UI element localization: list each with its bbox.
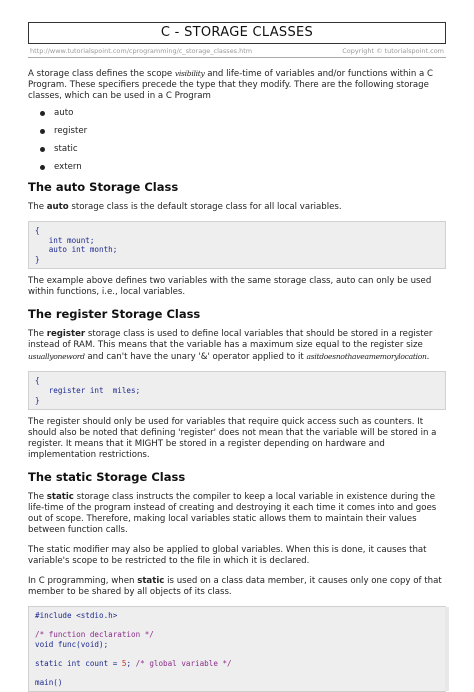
page-meta [28,47,446,55]
static-heading: The static Storage Class [28,470,186,485]
static-code-block: #include <stdio.h> /* function declaration */ void func(void); static int count = 5; /* global variable */ main() [28,606,446,692]
page-title: C - STORAGE CLASSES [28,22,446,44]
register-explanation: The register should only be used for variables that require quick access such as counters. It should also be noted that defining 'register' does not mean that the variable will be stored in a register. It means that it MIGHT be stored in a register depending on hardware and implementation restrictions. [28,417,437,461]
auto-heading: The auto Storage Class [28,180,179,194]
list-item: auto [54,108,446,119]
list-item: extern [54,162,446,173]
register-heading: The register Storage Class [28,307,201,322]
document-page [28,22,446,692]
register-paragraph: The register storage class is used to define local variables that should be stored in a register instead of RAM. This means that the variable has a maximum size equal to the register size usuallyoneword and can't have the unary '&' operator applied to it asitdoesnothaveamemorylocation. [28,329,433,363]
list-item: register [54,126,446,137]
storage-class-list [28,108,446,173]
register-code-block: { register int miles; } [28,371,446,410]
static-paragraph-3: In C programming, when static is used on a class data member, it causes only one copy of that member to be shared by all objects of its class. [28,576,442,598]
auto-explanation: The example above defines two variables with the same storage class, auto can only be used within functions, i.e., local variables. [28,276,432,298]
copyright: Copyright © tutorialspoint.com [342,47,444,55]
auto-paragraph: The auto storage class is the default storage class for all local variables. [28,202,342,212]
source-url[interactable]: http://www.tutorialspoint.com/cprogramming/c_storage_classes.htm [30,47,253,55]
intro-paragraph: A storage class defines the scope visibility and life-time of variables and/or functions within a C Program. These specifiers precede the type that they modify. There are the following storage classes, which can be used in a C Program [28,69,434,101]
code-scrollbar[interactable] [445,607,449,691]
static-paragraph-1: The static storage class instructs the compiler to keep a local variable in existence during the life-time of the program instead of creating and destroying it each time it comes into and goes out of scope. Therefore, making local variables static allows them to maintain their values between function calls. [28,492,437,536]
static-paragraph-2: The static modifier may also be applied to global variables. When this is done, it causes that variable's scope to be restricted to the file in which it is declared. [28,545,427,567]
list-item: static [54,144,446,155]
auto-code-block: { int mount; auto int month; } [28,221,446,269]
header-rule [28,57,446,58]
